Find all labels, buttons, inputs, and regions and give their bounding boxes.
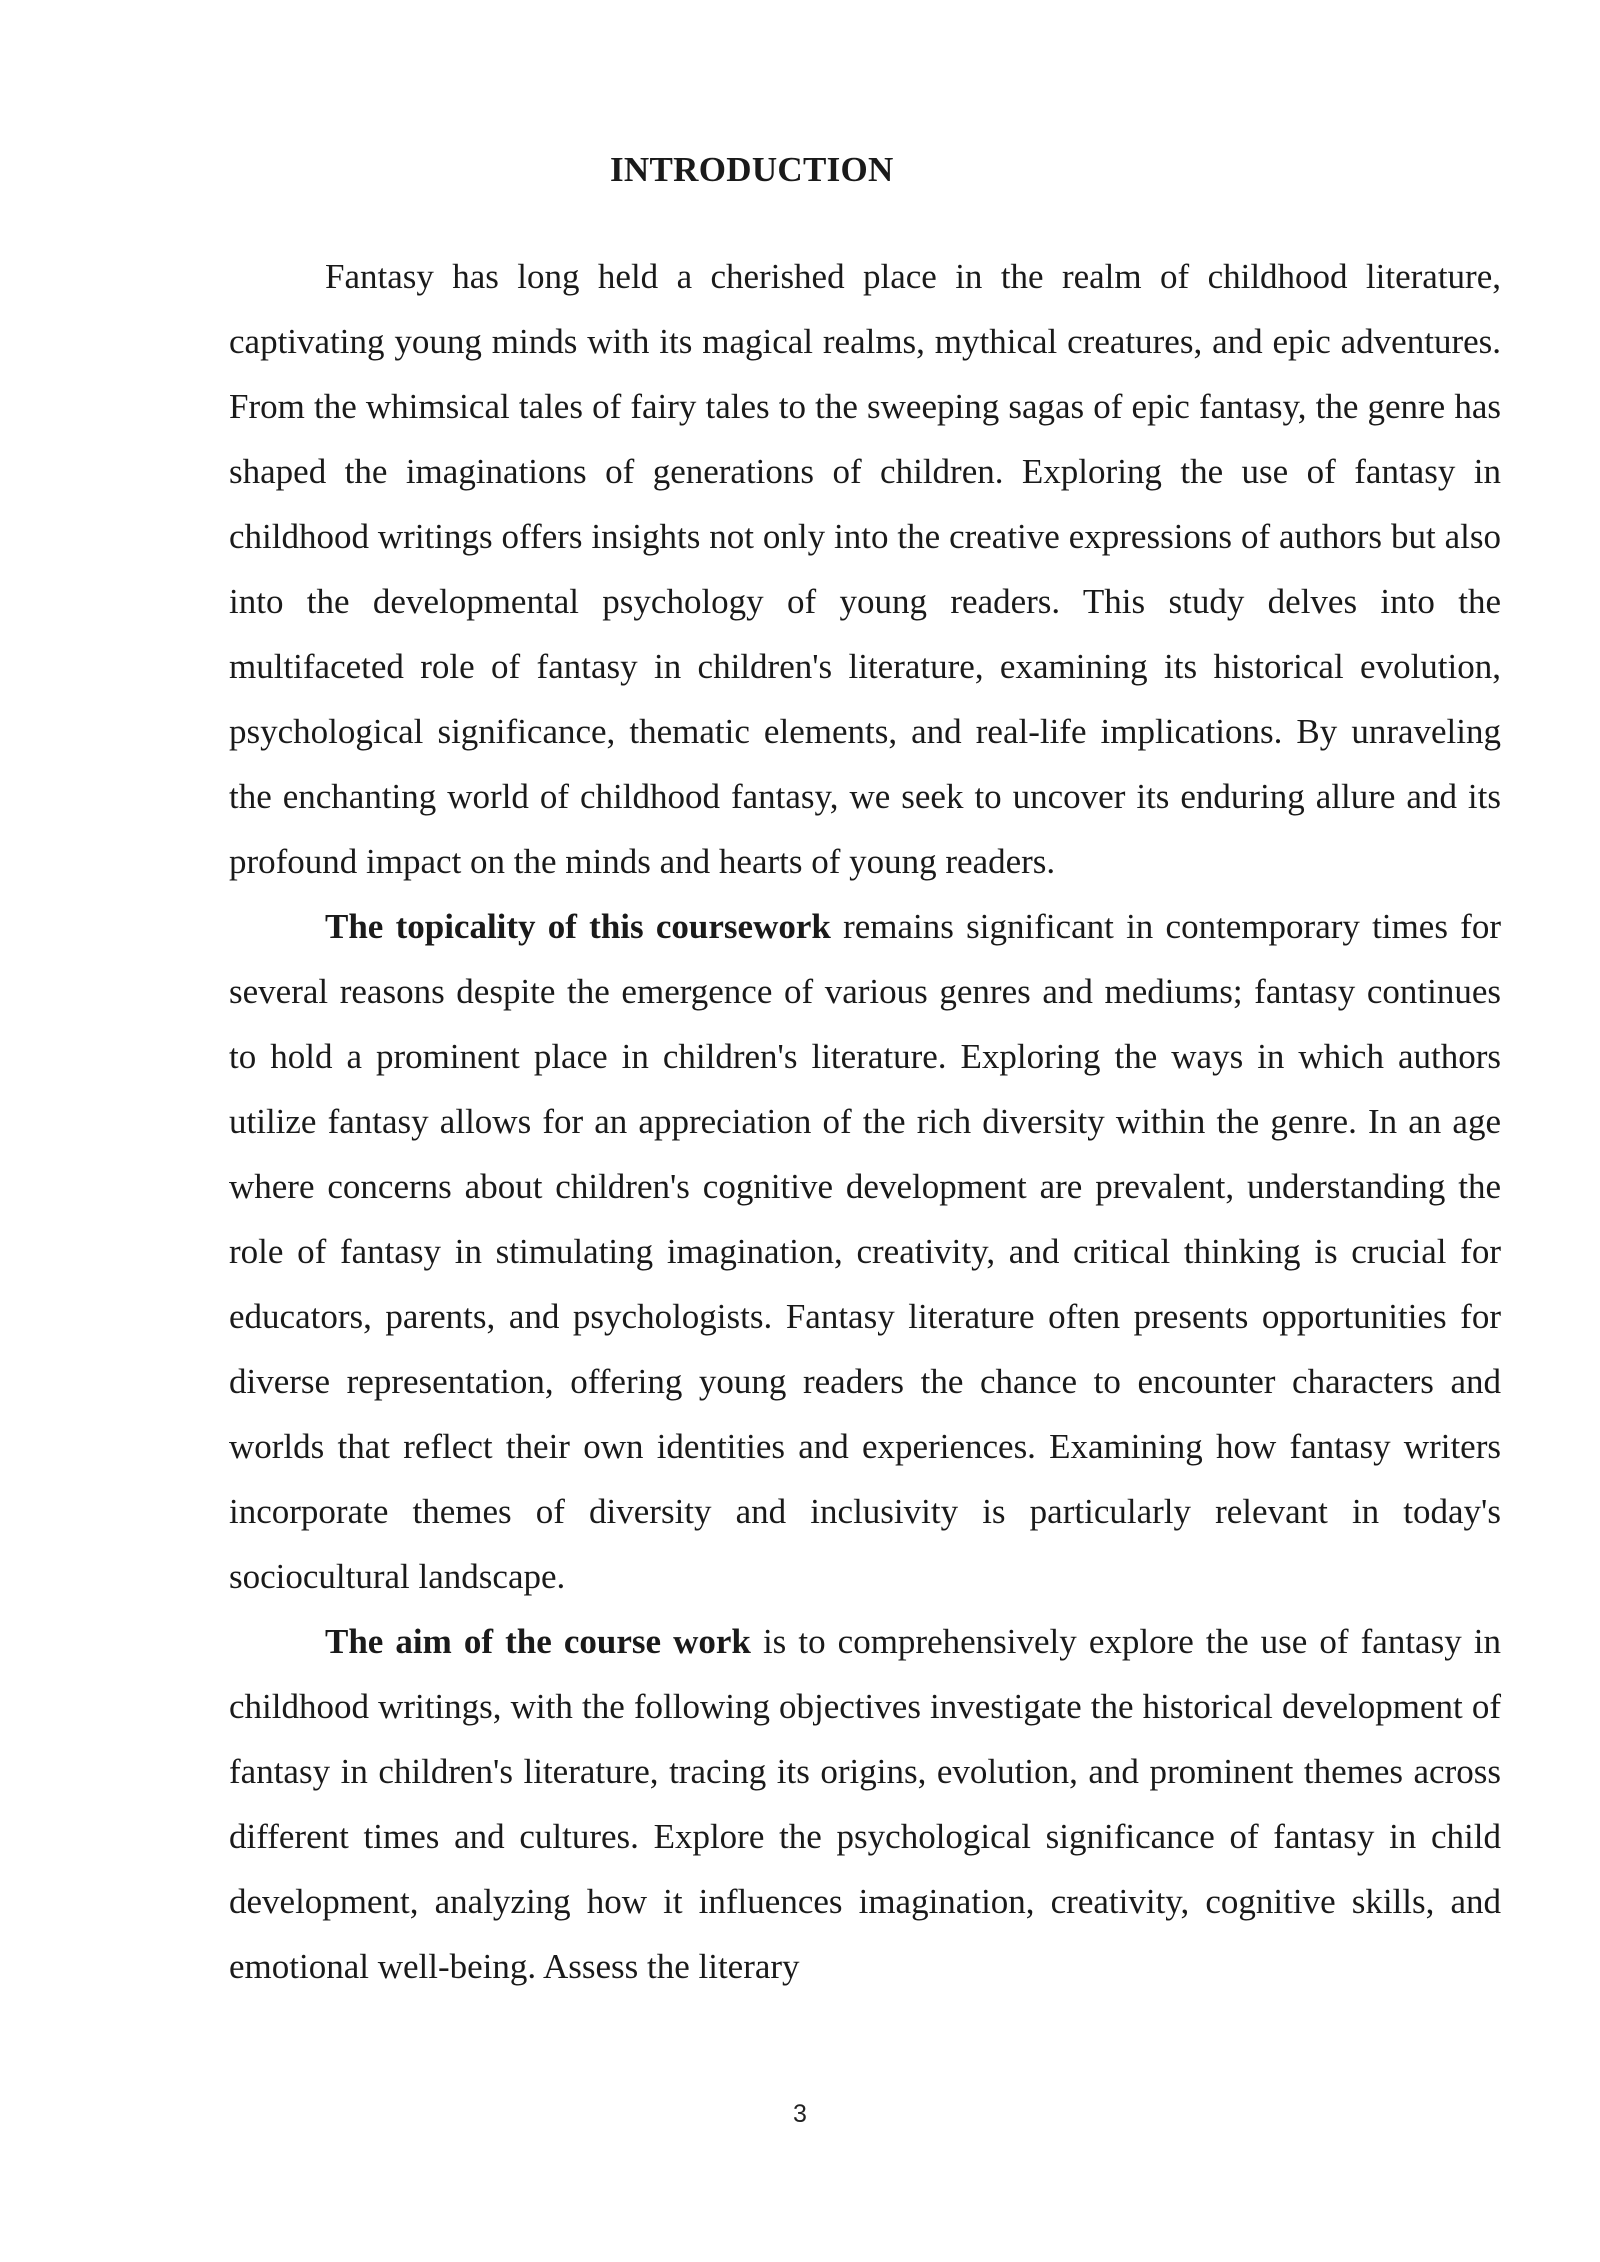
paragraph-text: remains significant in contemporary times for several reasons despite the emergence of various genres and mediums; fantasy continues to hold a prominent place in children's literature. Exploring the ways in which authors utilize fantasy allows for an appreciation of the rich diversity within the genre. In an age where concerns about children's cognitive development are prevalent, understanding the role of fantasy in stimulating imagination, creativity, and critical thinking is crucial for educators, parents, and psychologists. Fantasy literature often presents opportunities for diverse representation, offering young readers the chance to encounter characters and worlds that reflect their own identities and experiences. Examining how fantasy writers incorporate themes of diversity and inclusivity is particularly relevant in today's sociocultural landscape. (229, 907, 1501, 1596)
paragraph-topicality (229, 894, 1501, 1609)
page-number: 3 (793, 2100, 807, 2128)
paragraph-aim (229, 1609, 1501, 1999)
paragraph-text: is to comprehensively explore the use of fantasy in childhood writings, with the following objectives investigate the historical development of fantasy in children's literature, tracing its origins, evolution, and prominent themes across different times and cultures. Explore the psychological significance of fantasy in child development, analyzing how it influences imagination, creativity, cognitive skills, and emotional well-being. Assess the literary (229, 1622, 1501, 1986)
paragraph-text: Fantasy has long held a cherished place in the realm of childhood literature, captivating young minds with its magical realms, mythical creatures, and epic adventures. From the whimsical tales of fairy tales to the sweeping sagas of epic fantasy, the genre has shaped the imaginations of generations of children. Exploring the use of fantasy in childhood writings offers insights not only into the creative expressions of authors but also into the developmental psychology of young readers. This study delves into the multifaceted role of fantasy in children's literature, examining its historical evolution, psychological significance, thematic elements, and real-life implications. By unraveling the enchanting world of childhood fantasy, we seek to uncover its enduring allure and its profound impact on the minds and hearts of young readers. (229, 257, 1501, 881)
body-text (229, 244, 1501, 1999)
paragraph-lead: The aim of the course work (325, 1622, 751, 1661)
section-heading-text: INTRODUCTION (610, 150, 894, 189)
paragraph-lead: The topicality of this coursework (325, 907, 831, 946)
paragraph-introduction (229, 244, 1501, 894)
